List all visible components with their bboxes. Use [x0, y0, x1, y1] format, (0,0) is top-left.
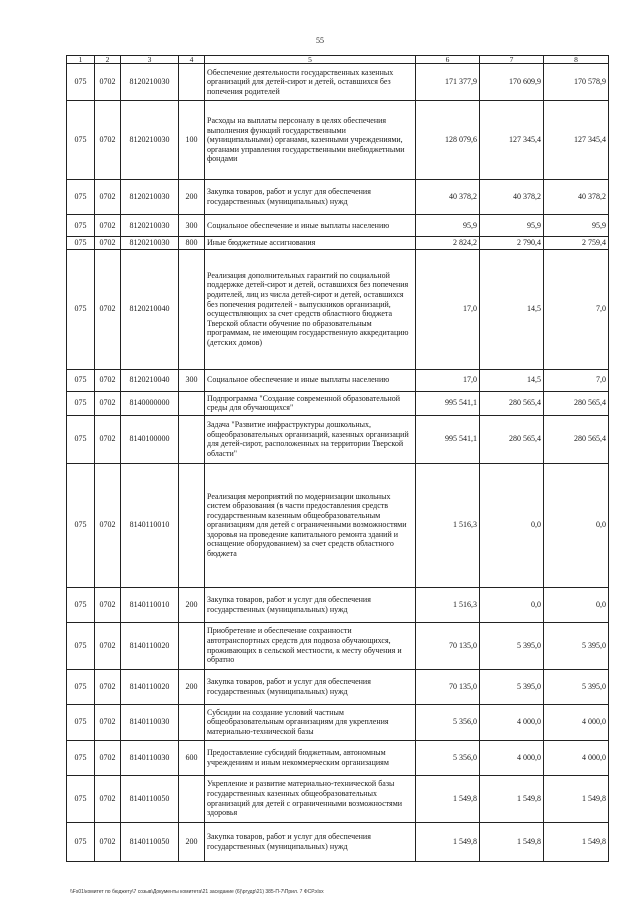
cell-section-code: 0702 — [95, 237, 121, 250]
table-row — [67, 101, 609, 180]
table-row — [67, 669, 609, 704]
cell-admin-code: 075 — [67, 704, 95, 740]
file-path-footer: \\Fs01\комитет по бюджету\7 созыв\Документы комитета\21 заседание (6)\ргудр\21) 385-П-7\Прил. 7 ФСР.xlsx — [70, 889, 324, 895]
cell-amount-col6: 995 541,1 — [416, 391, 480, 415]
cell-name: Закупка товаров, работ и услуг для обеспечения государственных (муниципальных) нужд — [205, 669, 416, 704]
cell-amount-col6: 1 549,8 — [416, 822, 480, 861]
cell-amount-col6: 5 356,0 — [416, 740, 480, 775]
cell-amount-col8: 95,9 — [544, 215, 609, 237]
table-row — [67, 237, 609, 250]
cell-admin-code: 075 — [67, 249, 95, 369]
cell-section-code: 0702 — [95, 622, 121, 669]
cell-target-article: 8140110020 — [121, 622, 179, 669]
cell-amount-col6: 2 824,2 — [416, 237, 480, 250]
cell-amount-col6: 1 516,3 — [416, 463, 480, 587]
cell-admin-code: 075 — [67, 669, 95, 704]
cell-expense-type — [179, 775, 205, 822]
cell-amount-col8: 2 759,4 — [544, 237, 609, 250]
cell-name: Иные бюджетные ассигнования — [205, 237, 416, 250]
cell-amount-col7: 4 000,0 — [480, 740, 544, 775]
cell-target-article: 8120210040 — [121, 369, 179, 391]
cell-admin-code: 075 — [67, 622, 95, 669]
cell-name: Социальное обеспечение и иные выплаты населению — [205, 369, 416, 391]
table-row — [67, 822, 609, 861]
table-row — [67, 391, 609, 415]
cell-amount-col7: 95,9 — [480, 215, 544, 237]
cell-amount-col6: 70 135,0 — [416, 622, 480, 669]
page-number: 55 — [316, 36, 324, 45]
cell-expense-type — [179, 64, 205, 101]
cell-name: Закупка товаров, работ и услуг для обеспечения государственных (муниципальных) нужд — [205, 180, 416, 215]
cell-name: Задача "Развитие инфраструктуры дошкольных, общеобразовательных организаций, казенных организаций для детей-сирот, расположенных на территории Тверской области" — [205, 415, 416, 463]
column-header: 2 — [95, 56, 121, 64]
cell-target-article: 8140110030 — [121, 740, 179, 775]
cell-target-article: 8140110050 — [121, 775, 179, 822]
cell-section-code: 0702 — [95, 587, 121, 622]
cell-section-code: 0702 — [95, 740, 121, 775]
cell-amount-col6: 17,0 — [416, 369, 480, 391]
cell-name: Укрепление и развитие материально-технической базы государственных казенных общеобразовательных организаций для детей с ограниченными возможностями здоровья — [205, 775, 416, 822]
cell-expense-type: 200 — [179, 587, 205, 622]
cell-amount-col8: 4 000,0 — [544, 704, 609, 740]
cell-name: Социальное обеспечение и иные выплаты населению — [205, 215, 416, 237]
cell-amount-col6: 70 135,0 — [416, 669, 480, 704]
cell-name: Приобретение и обеспечение сохранности автотранспортных средств для подвоза обучающихся, проживающих в сельской местности, к месту обучения и обратно — [205, 622, 416, 669]
cell-name: Реализация мероприятий по модернизации школьных систем образования (в части предоставления средств государственным казенным общеобразовательным организациям для детей с ограниченными возможностями здоровья на проведение капитального ремонта зданий и оснащение оборудованием) за счет средств областного бюджета — [205, 463, 416, 587]
cell-section-code: 0702 — [95, 180, 121, 215]
cell-expense-type: 800 — [179, 237, 205, 250]
cell-amount-col6: 1 516,3 — [416, 587, 480, 622]
cell-amount-col7: 4 000,0 — [480, 704, 544, 740]
cell-admin-code: 075 — [67, 369, 95, 391]
cell-expense-type: 100 — [179, 101, 205, 180]
column-header: 4 — [179, 56, 205, 64]
cell-target-article: 8120210030 — [121, 64, 179, 101]
cell-expense-type — [179, 704, 205, 740]
cell-target-article: 8120210030 — [121, 237, 179, 250]
cell-admin-code: 075 — [67, 740, 95, 775]
column-header: 7 — [480, 56, 544, 64]
cell-target-article: 8140110030 — [121, 704, 179, 740]
cell-amount-col8: 4 000,0 — [544, 740, 609, 775]
cell-amount-col7: 5 395,0 — [480, 669, 544, 704]
cell-section-code: 0702 — [95, 669, 121, 704]
column-header: 6 — [416, 56, 480, 64]
cell-admin-code: 075 — [67, 822, 95, 861]
cell-section-code: 0702 — [95, 463, 121, 587]
cell-name: Закупка товаров, работ и услуг для обеспечения государственных (муниципальных) нужд — [205, 822, 416, 861]
cell-name: Обеспечение деятельности государственных казенных организаций для детей-сирот и детей, оставшихся без попечения родителей — [205, 64, 416, 101]
cell-expense-type — [179, 391, 205, 415]
cell-name: Реализация дополнительных гарантий по социальной поддержке детей-сирот и детей, оставшихся без попечения родителей, лиц из числа детей-сирот и детей, оставшихся без попечения родителей - выпускников организаций, осуществляющих за счет средств областного бюджета Тверской области обучение по образовательным программам, не имеющим государственную аккредитацию (детских домов) — [205, 249, 416, 369]
cell-target-article: 8120210030 — [121, 215, 179, 237]
cell-section-code: 0702 — [95, 64, 121, 101]
cell-expense-type — [179, 415, 205, 463]
table-row — [67, 704, 609, 740]
budget-table — [66, 55, 609, 862]
cell-amount-col8: 0,0 — [544, 587, 609, 622]
cell-amount-col7: 170 609,9 — [480, 64, 544, 101]
cell-admin-code: 075 — [67, 415, 95, 463]
table-row — [67, 64, 609, 101]
cell-target-article: 8140000000 — [121, 391, 179, 415]
cell-amount-col8: 280 565,4 — [544, 391, 609, 415]
cell-amount-col6: 17,0 — [416, 249, 480, 369]
cell-amount-col8: 127 345,4 — [544, 101, 609, 180]
cell-admin-code: 075 — [67, 237, 95, 250]
cell-amount-col8: 40 378,2 — [544, 180, 609, 215]
column-header: 3 — [121, 56, 179, 64]
cell-amount-col8: 1 549,8 — [544, 822, 609, 861]
cell-amount-col6: 40 378,2 — [416, 180, 480, 215]
cell-amount-col7: 40 378,2 — [480, 180, 544, 215]
cell-section-code: 0702 — [95, 775, 121, 822]
cell-amount-col7: 2 790,4 — [480, 237, 544, 250]
cell-amount-col8: 170 578,9 — [544, 64, 609, 101]
cell-expense-type — [179, 249, 205, 369]
cell-amount-col7: 0,0 — [480, 463, 544, 587]
cell-admin-code: 075 — [67, 463, 95, 587]
cell-expense-type: 600 — [179, 740, 205, 775]
cell-target-article: 8140110010 — [121, 463, 179, 587]
cell-section-code: 0702 — [95, 101, 121, 180]
cell-name: Закупка товаров, работ и услуг для обеспечения государственных (муниципальных) нужд — [205, 587, 416, 622]
cell-amount-col7: 127 345,4 — [480, 101, 544, 180]
cell-name: Субсидии на создание условий частным общеобразовательным организациям для укрепления материально-технической базы — [205, 704, 416, 740]
cell-admin-code: 075 — [67, 391, 95, 415]
cell-amount-col7: 14,5 — [480, 369, 544, 391]
cell-admin-code: 075 — [67, 587, 95, 622]
table-row — [67, 369, 609, 391]
cell-name: Подпрограмма "Создание современной образовательной среды для обучающихся" — [205, 391, 416, 415]
column-header: 8 — [544, 56, 609, 64]
cell-amount-col6: 5 356,0 — [416, 704, 480, 740]
cell-admin-code: 075 — [67, 64, 95, 101]
cell-amount-col6: 95,9 — [416, 215, 480, 237]
table-header-row — [67, 56, 609, 64]
cell-amount-col7: 280 565,4 — [480, 415, 544, 463]
cell-admin-code: 075 — [67, 101, 95, 180]
cell-amount-col8: 0,0 — [544, 463, 609, 587]
cell-name: Предоставление субсидий бюджетным, автономным учреждениям и иным некоммерческим организациям — [205, 740, 416, 775]
cell-admin-code: 075 — [67, 180, 95, 215]
cell-amount-col6: 1 549,8 — [416, 775, 480, 822]
cell-name: Расходы на выплаты персоналу в целях обеспечения выполнения функций государственными (муниципальными) органами, казенными учреждениями, органами управления государственными внебюджетными фондами — [205, 101, 416, 180]
cell-amount-col7: 14,5 — [480, 249, 544, 369]
table-row — [67, 622, 609, 669]
table-row — [67, 463, 609, 587]
cell-amount-col8: 1 549,8 — [544, 775, 609, 822]
cell-section-code: 0702 — [95, 369, 121, 391]
cell-amount-col7: 1 549,8 — [480, 775, 544, 822]
cell-target-article: 8120210030 — [121, 180, 179, 215]
table-row — [67, 180, 609, 215]
cell-target-article: 8140110050 — [121, 822, 179, 861]
cell-target-article: 8140110010 — [121, 587, 179, 622]
cell-target-article: 8120210030 — [121, 101, 179, 180]
cell-amount-col8: 5 395,0 — [544, 622, 609, 669]
table-row — [67, 249, 609, 369]
cell-expense-type: 300 — [179, 369, 205, 391]
cell-target-article: 8120210040 — [121, 249, 179, 369]
cell-amount-col7: 5 395,0 — [480, 622, 544, 669]
table-row — [67, 215, 609, 237]
cell-expense-type: 200 — [179, 822, 205, 861]
table-row — [67, 587, 609, 622]
cell-expense-type: 200 — [179, 669, 205, 704]
cell-section-code: 0702 — [95, 249, 121, 369]
cell-section-code: 0702 — [95, 822, 121, 861]
table-row — [67, 740, 609, 775]
cell-amount-col6: 995 541,1 — [416, 415, 480, 463]
cell-amount-col6: 128 079,6 — [416, 101, 480, 180]
table-row — [67, 415, 609, 463]
cell-amount-col8: 7,0 — [544, 249, 609, 369]
cell-section-code: 0702 — [95, 391, 121, 415]
column-header: 1 — [67, 56, 95, 64]
cell-amount-col8: 280 565,4 — [544, 415, 609, 463]
column-header: 5 — [205, 56, 416, 64]
cell-admin-code: 075 — [67, 775, 95, 822]
cell-amount-col6: 171 377,9 — [416, 64, 480, 101]
cell-amount-col8: 5 395,0 — [544, 669, 609, 704]
table-row — [67, 775, 609, 822]
cell-expense-type — [179, 622, 205, 669]
cell-section-code: 0702 — [95, 215, 121, 237]
cell-amount-col7: 1 549,8 — [480, 822, 544, 861]
cell-admin-code: 075 — [67, 215, 95, 237]
cell-expense-type: 300 — [179, 215, 205, 237]
cell-expense-type — [179, 463, 205, 587]
cell-amount-col7: 0,0 — [480, 587, 544, 622]
cell-target-article: 8140110020 — [121, 669, 179, 704]
cell-section-code: 0702 — [95, 415, 121, 463]
cell-amount-col8: 7,0 — [544, 369, 609, 391]
cell-expense-type: 200 — [179, 180, 205, 215]
cell-amount-col7: 280 565,4 — [480, 391, 544, 415]
cell-target-article: 8140100000 — [121, 415, 179, 463]
cell-section-code: 0702 — [95, 704, 121, 740]
